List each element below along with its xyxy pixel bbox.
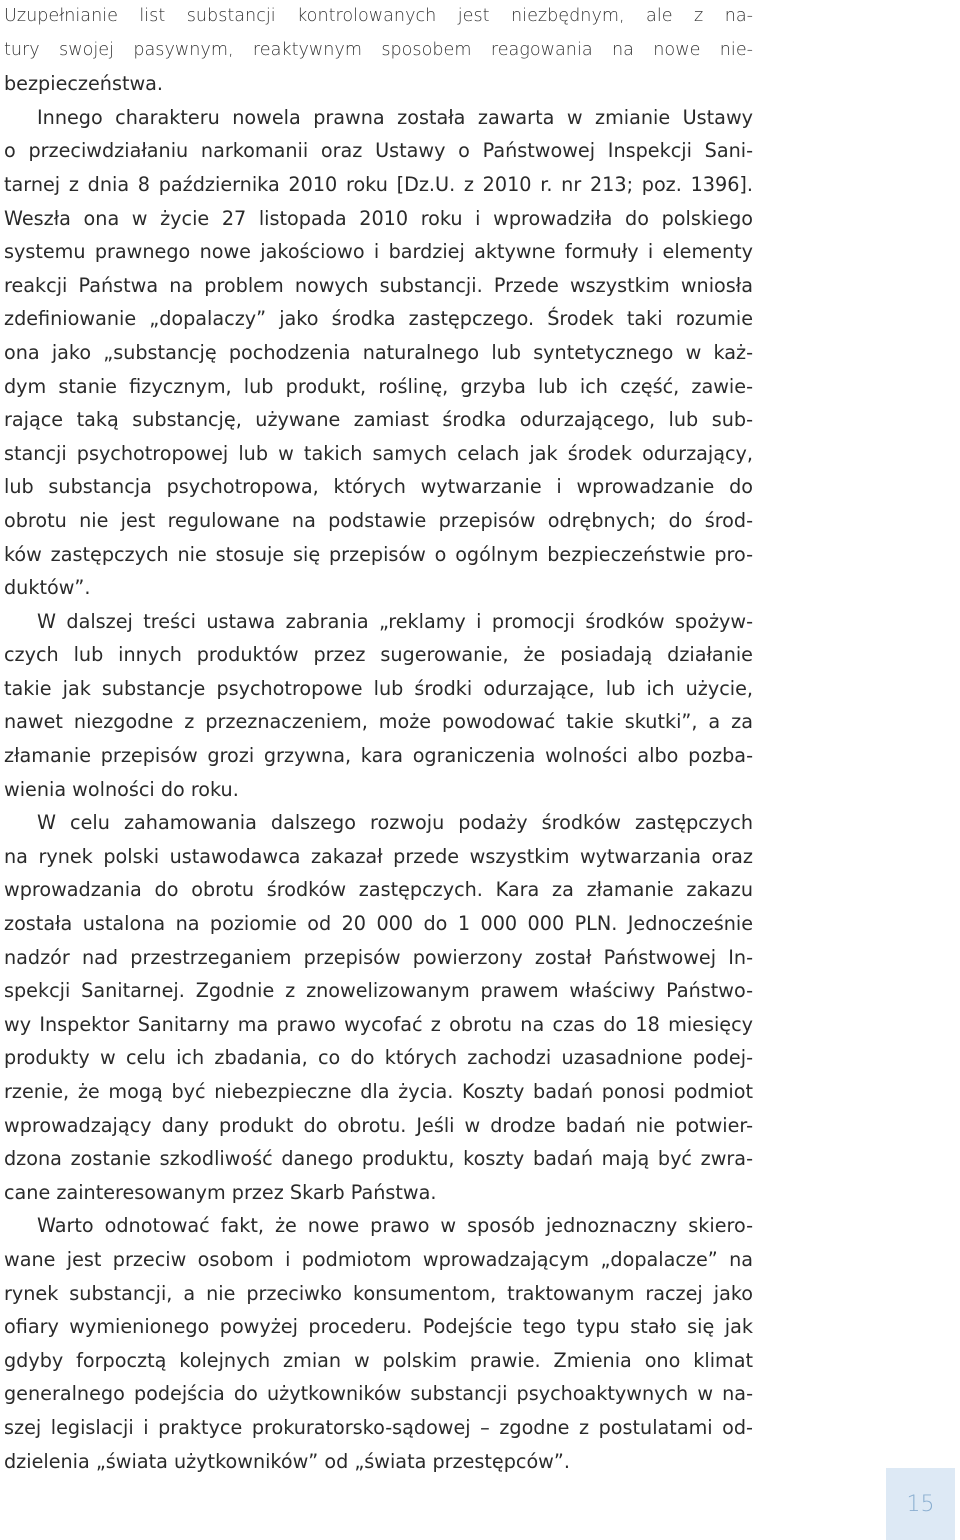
text-line: nadzór nad przestrzeganiem przepisów powierzony został Państwowej In- <box>4 945 753 969</box>
text-line: ków zastępczych nie stosuje się przepisów o ogólnym bezpieczeństwie pro- <box>4 542 753 566</box>
text-line: wane jest przeciw osobom i podmiotom wprowadzającym „dopalacze” na <box>4 1247 753 1271</box>
text-line: tarnej z dnia 8 października 2010 roku [Dz.U. z 2010 r. nr 213; poz. 1396]. <box>4 172 753 196</box>
page-number-box <box>886 1468 955 1540</box>
paragraph <box>4 101 753 605</box>
text-line: reakcji Państwa na problem nowych substancji. Przede wszystkim wniosła <box>4 273 753 297</box>
text-line: takie jak substancje psychotropowe lub środki odurzające, lub ich użycie, <box>4 676 753 700</box>
text-line: wprowadzający dany produkt do obrotu. Jeśli w drodze badań nie potwier- <box>4 1113 753 1137</box>
text-line: Warto odnotować fakt, że nowe prawo w sposób jednoznaczny skiero- <box>37 1214 753 1238</box>
paragraph <box>4 605 753 807</box>
text-line: ofiary wymienionego powyżej procederu. Podejście tego typu stało się jak <box>4 1315 753 1339</box>
text-line: dzielenia „świata użytkowników” od „świata przestępców”. <box>4 1449 570 1473</box>
paragraph <box>4 0 753 101</box>
text-line: cane zainteresowanym przez Skarb Państwa. <box>4 1180 437 1204</box>
text-line: na rynek polski ustawodawca zakazał przede wszystkim wytwarzania oraz <box>4 844 753 868</box>
text-line: spekcji Sanitarnej. Zgodnie z znowelizowanym prawem właściwy Państwo- <box>4 979 753 1003</box>
text-line: Weszła ona w życie 27 listopada 2010 roku i wprowadziła do polskiego <box>4 206 753 230</box>
text-line: ona jako „substancję pochodzenia naturalnego lub syntetycznego w każ- <box>4 340 753 364</box>
text-line: nawet niezgodne z przeznaczeniem, może powodować takie skutki”, a za <box>4 710 753 734</box>
text-line: tury swojej pasywnym, reaktywnym sposobem reagowania na nowe nie- <box>4 39 753 60</box>
text-line: dym stanie fizycznym, lub produkt, roślinę, grzyba lub ich część, zawie- <box>4 374 753 398</box>
text-line: zdefiniowanie „dopalaczy” jako środka zastępczego. Środek taki rozumie <box>4 307 753 331</box>
text-line: bezpieczeństwa. <box>4 72 164 96</box>
text-line: Innego charakteru nowela prawna została zawarta w zmianie Ustawy <box>37 105 753 129</box>
text-line: czych lub innych produktów przez sugerowanie, że posiadają działanie <box>4 643 753 667</box>
text-line: rające taką substancję, używane zamiast środka odurzającego, lub sub- <box>4 408 753 432</box>
text-line: wprowadzania do obrotu środków zastępczych. Kara za złamanie zakazu <box>4 878 753 902</box>
text-line: złamanie przepisów grozi grzywna, kara ograniczenia wolności albo pozba- <box>4 744 753 768</box>
text-line: W dalszej treści ustawa zabrania „reklamy i promocji środków spożyw- <box>37 609 753 633</box>
text-line: generalnego podejścia do użytkowników substancji psychoaktywnych w na- <box>4 1382 753 1406</box>
text-line: W celu zahamowania dalszego rozwoju podaży środków zastępczych <box>37 811 753 835</box>
text-line: produkty w celu ich zbadania, co do których zachodzi uzasadnione podej- <box>4 1046 753 1070</box>
text-line: gdyby forpocztą kolejnych zmian w polskim prawie. Zmienia ono klimat <box>4 1348 753 1372</box>
text-line: rzenie, że mogą być niebezpieczne dla życia. Koszty badań ponosi podmiot <box>4 1080 753 1103</box>
page-number: 15 <box>906 1491 935 1517</box>
text-line: lub substancja psychotropowa, których wytwarzanie i wprowadzanie do <box>4 475 753 499</box>
text-line: rynek substancji, a nie przeciwko konsumentom, traktowanym raczej jako <box>4 1281 753 1305</box>
text-line: dzona zostanie szkodliwość danego produktu, koszty badań mają być zwra- <box>4 1147 753 1171</box>
text-line: o przeciwdziałaniu narkomanii oraz Ustawy o Państwowej Inspekcji Sani- <box>4 139 753 163</box>
paragraph <box>4 1209 753 1478</box>
text-line: wienia wolności do roku. <box>4 777 239 801</box>
text-line: Uzupełnianie list substancji kontrolowanych jest niezbędnym, ale z na- <box>4 6 753 26</box>
text-line: szej legislacji i praktyce prokuratorsko-sądowej – zgodne z postulatami od- <box>4 1415 753 1439</box>
article-body <box>4 0 753 1478</box>
text-line: została ustalona na poziomie od 20 000 do 1 000 000 PLN. Jednocześnie <box>4 912 753 936</box>
text-line: stancji psychotropowej lub w takich samych celach jak środek odurzający, <box>4 441 753 465</box>
paragraph <box>4 806 753 1209</box>
text-line: duktów”. <box>4 576 91 600</box>
text-line: wy Inspektor Sanitarny ma prawo wycofać z obrotu na czas do 18 miesięcy <box>4 1012 753 1036</box>
text-line: systemu prawnego nowe jakościowo i bardziej aktywne formuły i elementy <box>4 240 753 264</box>
text-line: obrotu nie jest regulowane na podstawie przepisów odrębnych; do środ- <box>4 508 753 532</box>
